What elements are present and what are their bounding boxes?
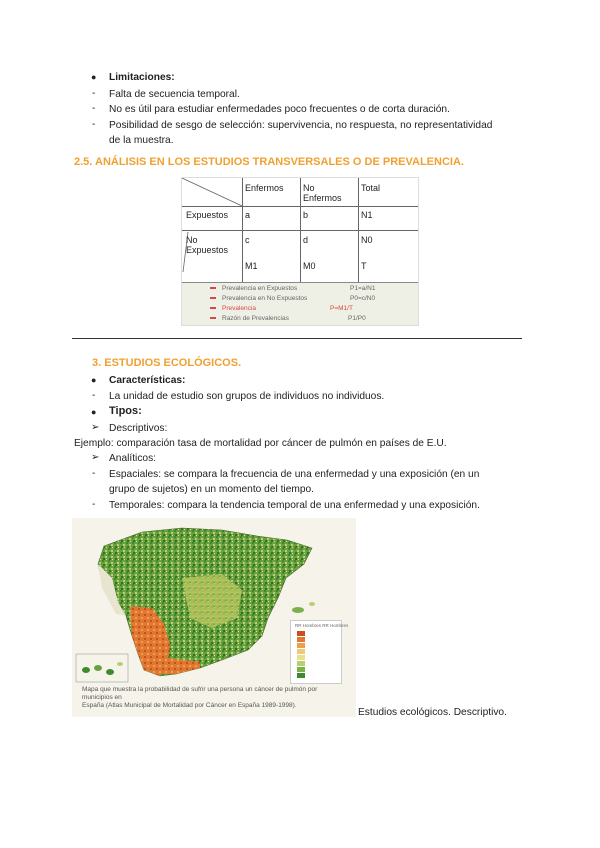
temporales-text: Temporales: compara la tendencia temporal de una enfermedad y una exposición. (109, 500, 480, 511)
cell-b: b (303, 210, 309, 220)
map-caption-line: España (Atlas Municipal de Mortalidad por Cáncer en España 1989-1998). (82, 702, 297, 709)
legend-label: Prevalencia (222, 305, 256, 312)
tipos-title: Tipos: (109, 405, 142, 417)
header-no-enfermos-1: No (303, 183, 315, 193)
cell-n0: N0 (361, 235, 373, 245)
spain-cancer-map-image (72, 518, 356, 717)
bullet-dot: ● (91, 375, 97, 385)
legend-formula: P1=a/N1 (350, 285, 376, 292)
map-caption-line: municipios en (82, 694, 122, 701)
dash-marker: - (92, 88, 96, 99)
map-caption (82, 686, 352, 710)
row-label-no: No (186, 235, 198, 245)
contingency-table (182, 178, 418, 283)
map-side-label: Estudios ecológicos. Descriptivo. (358, 707, 507, 718)
map-legend (290, 620, 349, 684)
caracteristicas-title: Características: (109, 375, 186, 386)
espaciales-text: Espaciales: se compara la frecuencia de una enfermedad y una exposición (en un (109, 469, 480, 480)
diagonal-line (182, 178, 242, 206)
cell-c: c (245, 235, 250, 245)
horizontal-rule (72, 338, 522, 339)
header-enfermos: Enfermos (245, 183, 284, 193)
legend-swatch (297, 631, 305, 636)
cell-m0: M0 (303, 261, 316, 271)
arrow-marker: ➢ (91, 452, 100, 463)
limitacion-item-continuation: de la muestra. (109, 135, 174, 146)
limitacion-item: No es útil para estudiar enfermedades poco frecuentes o de corta duración. (109, 104, 450, 115)
section-heading-2-5: 2.5. ANÁLISIS EN LOS ESTUDIOS TRANSVERSALES O DE PREVALENCIA. (74, 156, 464, 168)
legend-swatch (297, 637, 305, 642)
dash-marker: - (92, 119, 96, 130)
cell-t: T (361, 261, 367, 271)
caracteristicas-item: La unidad de estudio son grupos de individuos no individuos. (109, 391, 385, 402)
header-no-enfermos-2: Enfermos (303, 193, 342, 203)
header-total: Total (361, 183, 381, 193)
cell-n1: N1 (361, 210, 373, 220)
bullet-dot: ● (91, 407, 97, 417)
arrow-marker: ➢ (91, 422, 100, 433)
dash-marker: - (92, 499, 96, 510)
legend-swatch (297, 661, 305, 666)
espaciales-text-continuation: grupo de sujetos) en un momento del tiempo. (109, 484, 315, 495)
cell-d: d (303, 235, 309, 245)
map-legend-title: RR Hombres RR Hombres (295, 623, 349, 628)
legend-label: Razón de Prevalencias (222, 315, 289, 322)
limitaciones-title: Limitaciones: (109, 72, 175, 83)
bullet-dot: ● (91, 72, 97, 82)
limitacion-item: Falta de secuencia temporal. (109, 89, 240, 100)
prevalence-table-image (181, 177, 419, 326)
legend-label: Prevalencia en No Expuestos (222, 295, 308, 302)
section-heading-3: 3. ESTUDIOS ECOLÓGICOS. (92, 357, 242, 369)
row-label-expuestos-2: Expuestos (186, 245, 229, 255)
table-legend (182, 283, 418, 325)
legend-swatch (297, 673, 305, 678)
map-caption-line: Mapa que muestra la probabilidad de sufrir una persona un cáncer de pulmón por (82, 686, 318, 693)
cell-a: a (245, 210, 251, 220)
dash-marker: - (92, 468, 96, 479)
legend-formula: P1/P0 (348, 315, 366, 322)
dash-marker: - (92, 390, 96, 401)
cell-m1: M1 (245, 261, 258, 271)
legend-swatch (297, 667, 305, 672)
legend-label: Prevalencia en Expuestos (222, 285, 298, 292)
legend-swatch (297, 655, 305, 660)
legend-formula: P0=c/N0 (350, 295, 376, 302)
limitacion-item: Posibilidad de sesgo de selección: supervivencia, no respuesta, no representatividad (109, 120, 493, 131)
legend-swatch (297, 643, 305, 648)
analiticos-label: Analíticos: (109, 453, 156, 464)
dash-marker: - (92, 103, 96, 114)
row-label-expuestos: Expuestos (186, 210, 229, 220)
descriptivos-label: Descriptivos: (109, 423, 168, 434)
legend-formula: P=M1/T (330, 305, 353, 312)
ejemplo-text: Ejemplo: comparación tasa de mortalidad por cáncer de pulmón en países de E.U. (74, 438, 447, 449)
legend-swatch (297, 649, 305, 654)
